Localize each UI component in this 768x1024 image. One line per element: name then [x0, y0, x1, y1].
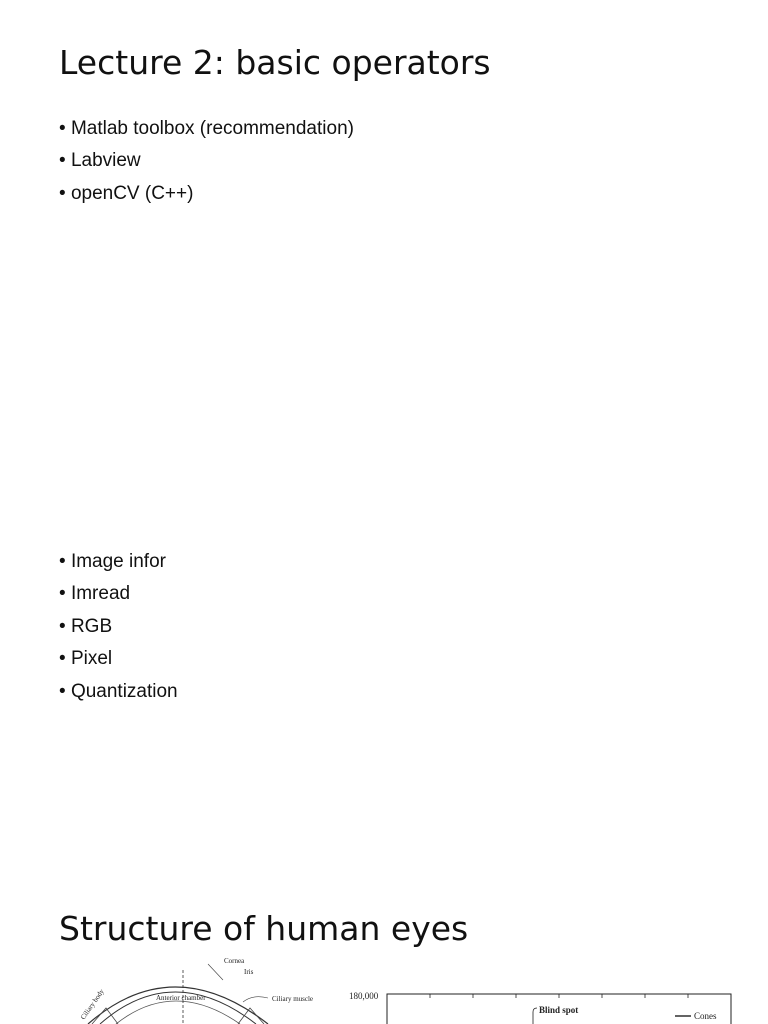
iris-label: Iris — [244, 968, 254, 976]
topics-bullet-list — [59, 549, 178, 711]
ciliary-body-label: Ciliary body — [79, 987, 106, 1022]
slide-title-eyes: Structure of human eyes — [59, 909, 469, 948]
ciliary-muscle-label: Ciliary muscle — [272, 995, 314, 1003]
list-item: • openCV (C++) — [59, 181, 354, 213]
eye-structure-diagram — [78, 952, 328, 1024]
list-item: • Image infor — [59, 549, 178, 581]
anterior-chamber-label: Anterior chamber — [156, 994, 206, 1002]
list-item: • Matlab toolbox (recommendation) — [59, 116, 354, 148]
y-tick-label: 180,000 — [349, 991, 379, 1001]
blind-spot-annotation: Blind spot — [539, 1005, 579, 1015]
slide-title-lecture: Lecture 2: basic operators — [59, 43, 491, 82]
list-item: • Imread — [59, 581, 178, 613]
cone-density-plot — [345, 952, 735, 1024]
list-item: • Labview — [59, 148, 354, 180]
cones-legend-label: Cones — [694, 1011, 717, 1021]
list-item: • Pixel — [59, 646, 178, 678]
list-item: • RGB — [59, 614, 178, 646]
list-item: • Quantization — [59, 679, 178, 711]
cornea-label: Cornea — [224, 957, 245, 965]
tools-bullet-list — [59, 116, 354, 213]
